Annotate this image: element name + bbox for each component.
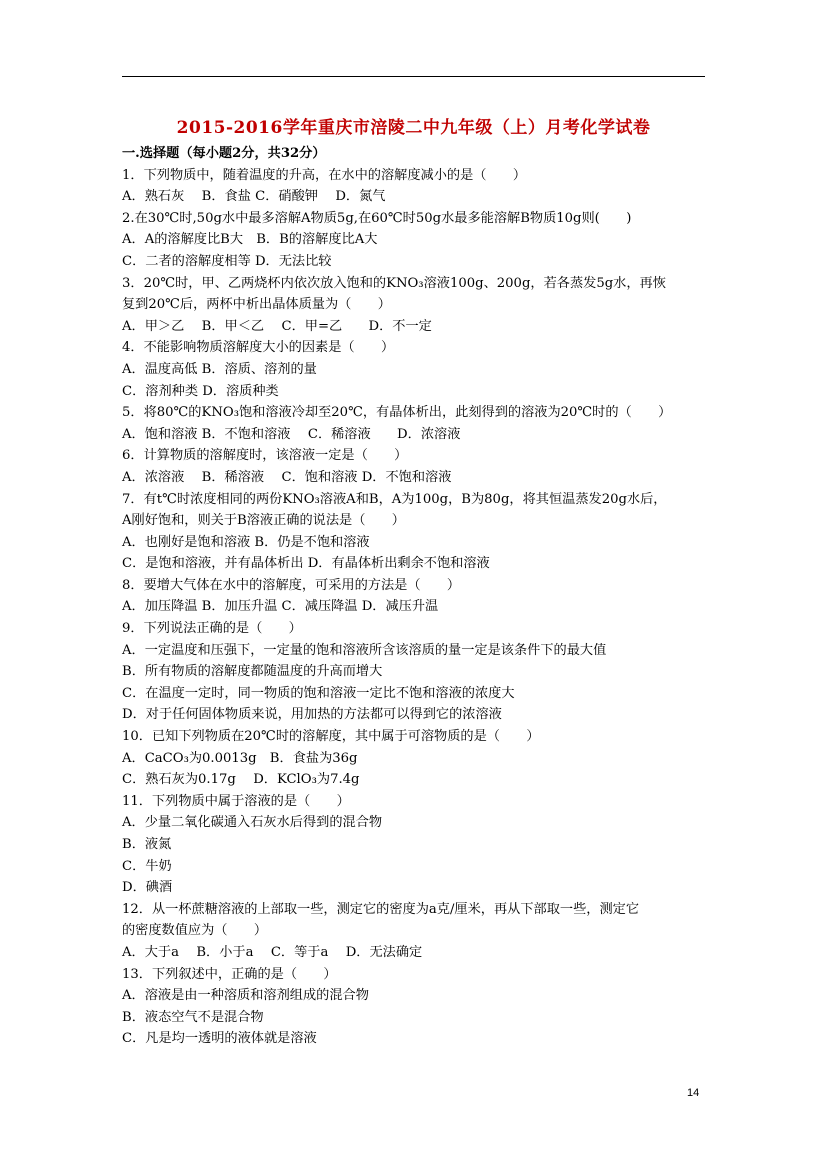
question-line: A．也刚好是饱和溶液 B．仍是不饱和溶液 bbox=[122, 534, 370, 550]
question-line: D．对于任何固体物质来说，用加热的方法都可以得到它的浓溶液 bbox=[122, 707, 502, 723]
question-line: D．碘酒 bbox=[122, 880, 173, 896]
question-line: A．甲＞乙 B．甲＜乙 C．甲=乙 D．不一定 bbox=[122, 318, 432, 334]
question-line: C．溶剂种类 D．溶质种类 bbox=[122, 383, 279, 399]
question-line: B．所有物质的溶解度都随温度的升高而增大 bbox=[122, 664, 383, 680]
question-line: 6．计算物质的溶解度时，该溶液一定是（ ） bbox=[122, 448, 408, 464]
question-line: 4．不能影响物质溶解度大小的因素是（ ） bbox=[122, 340, 395, 356]
question-line: B．液氮 bbox=[122, 837, 172, 852]
question-line: 8．要增大气体在水中的溶解度，可采用的方法是（ ） bbox=[122, 577, 461, 593]
question-line: 1．下列物质中，随着温度的升高，在水中的溶解度减小的是（ ） bbox=[122, 167, 527, 183]
question-line: 复到20℃后，两杯中析出晶体质量为（ ） bbox=[122, 297, 391, 313]
question-list bbox=[122, 143, 712, 1050]
header-rule bbox=[122, 76, 705, 77]
question-line: 2.在30℃时,50g水中最多溶解A物质5g,在60℃时50g水最多能溶解B物质10g则( ) bbox=[122, 210, 632, 226]
question-line: 3．20℃时，甲、乙两烧杯内依次放入饱和的KNO₃溶液100g、200g，若各蒸发5g水，再恢 bbox=[122, 275, 666, 291]
question-line: C．凡是均一透明的液体就是溶液 bbox=[122, 1031, 317, 1047]
question-line: A．溶液是由一种溶质和溶剂组成的混合物 bbox=[122, 988, 369, 1004]
question-line: 9．下列说法正确的是（ ） bbox=[122, 621, 302, 637]
question-line: A．加压降温 B．加压升温 C．减压降温 D．减压升温 bbox=[122, 599, 439, 615]
question-line: A刚好饱和，则关于B溶液正确的说法是（ ） bbox=[122, 513, 405, 529]
question-line: 10．已知下列物质在20℃时的溶解度，其中属于可溶物质的是（ ） bbox=[122, 729, 540, 745]
question-line: 13．下列叙述中，正确的是（ ） bbox=[122, 966, 337, 982]
page-title: 2015-2016学年重庆市涪陵二中九年级（上）月考化学试卷 bbox=[176, 118, 651, 138]
question-line: A．少量二氧化碳通入石灰水后得到的混合物 bbox=[122, 815, 383, 831]
question-line: 11．下列物质中属于溶液的是（ ） bbox=[122, 793, 350, 809]
question-line: C．熟石灰为0.17g D．KClO₃为7.4g bbox=[122, 772, 360, 788]
question-line: 12．从一杯蔗糖溶液的上部取一些，测定它的密度为a克/厘米，再从下部取一些，测定它 bbox=[122, 901, 640, 917]
question-line: 的密度数值应为（ ） bbox=[122, 923, 268, 939]
question-line: A．大于a B．小于a C．等于a D．无法确定 bbox=[122, 944, 423, 960]
question-line: A．温度高低 B．溶质、溶剂的量 bbox=[122, 361, 317, 377]
page-number: 14 bbox=[687, 1087, 700, 1099]
question-line: 7．有t℃时浓度相同的两份KNO₃溶液A和B，A为100g，B为80g，将其恒温蒸发20g水后， bbox=[122, 491, 667, 507]
question-line: C．牛奶 bbox=[122, 858, 172, 874]
question-line: C．二者的溶解度相等 D．无法比较 bbox=[122, 253, 332, 269]
section-heading: 一.选择题（每小题2分，共32分） bbox=[122, 146, 326, 161]
question-line: 5．将80℃的KNO₃饱和溶液冷却至20℃，有晶体析出，此刻得到的溶液为20℃时的（ ） bbox=[122, 405, 672, 421]
question-lines bbox=[122, 165, 712, 1050]
question-line: A．饱和溶液 B．不饱和溶液 C．稀溶液 D．浓溶液 bbox=[122, 426, 461, 442]
question-line: C．是饱和溶液，并有晶体析出 D．有晶体析出剩余不饱和溶液 bbox=[122, 556, 490, 572]
question-line: A．浓溶液 B．稀溶液 C．饱和溶液 D．不饱和溶液 bbox=[122, 469, 452, 485]
question-line: C．在温度一定时，同一物质的饱和溶液一定比不饱和溶液的浓度大 bbox=[122, 685, 515, 701]
question-line: A．A的溶解度比B大 B．B的溶解度比A大 bbox=[122, 232, 378, 248]
question-line: A．CaCO₃为0.0013g B．食盐为36g bbox=[122, 750, 358, 766]
question-line: A．熟石灰 B．食盐 C．硝酸钾 D．氮气 bbox=[122, 189, 386, 205]
question-line: B．液态空气不是混合物 bbox=[122, 1009, 264, 1025]
question-line: A．一定温度和压强下，一定量的饱和溶液所含该溶质的量一定是该条件下的最大值 bbox=[122, 642, 607, 658]
